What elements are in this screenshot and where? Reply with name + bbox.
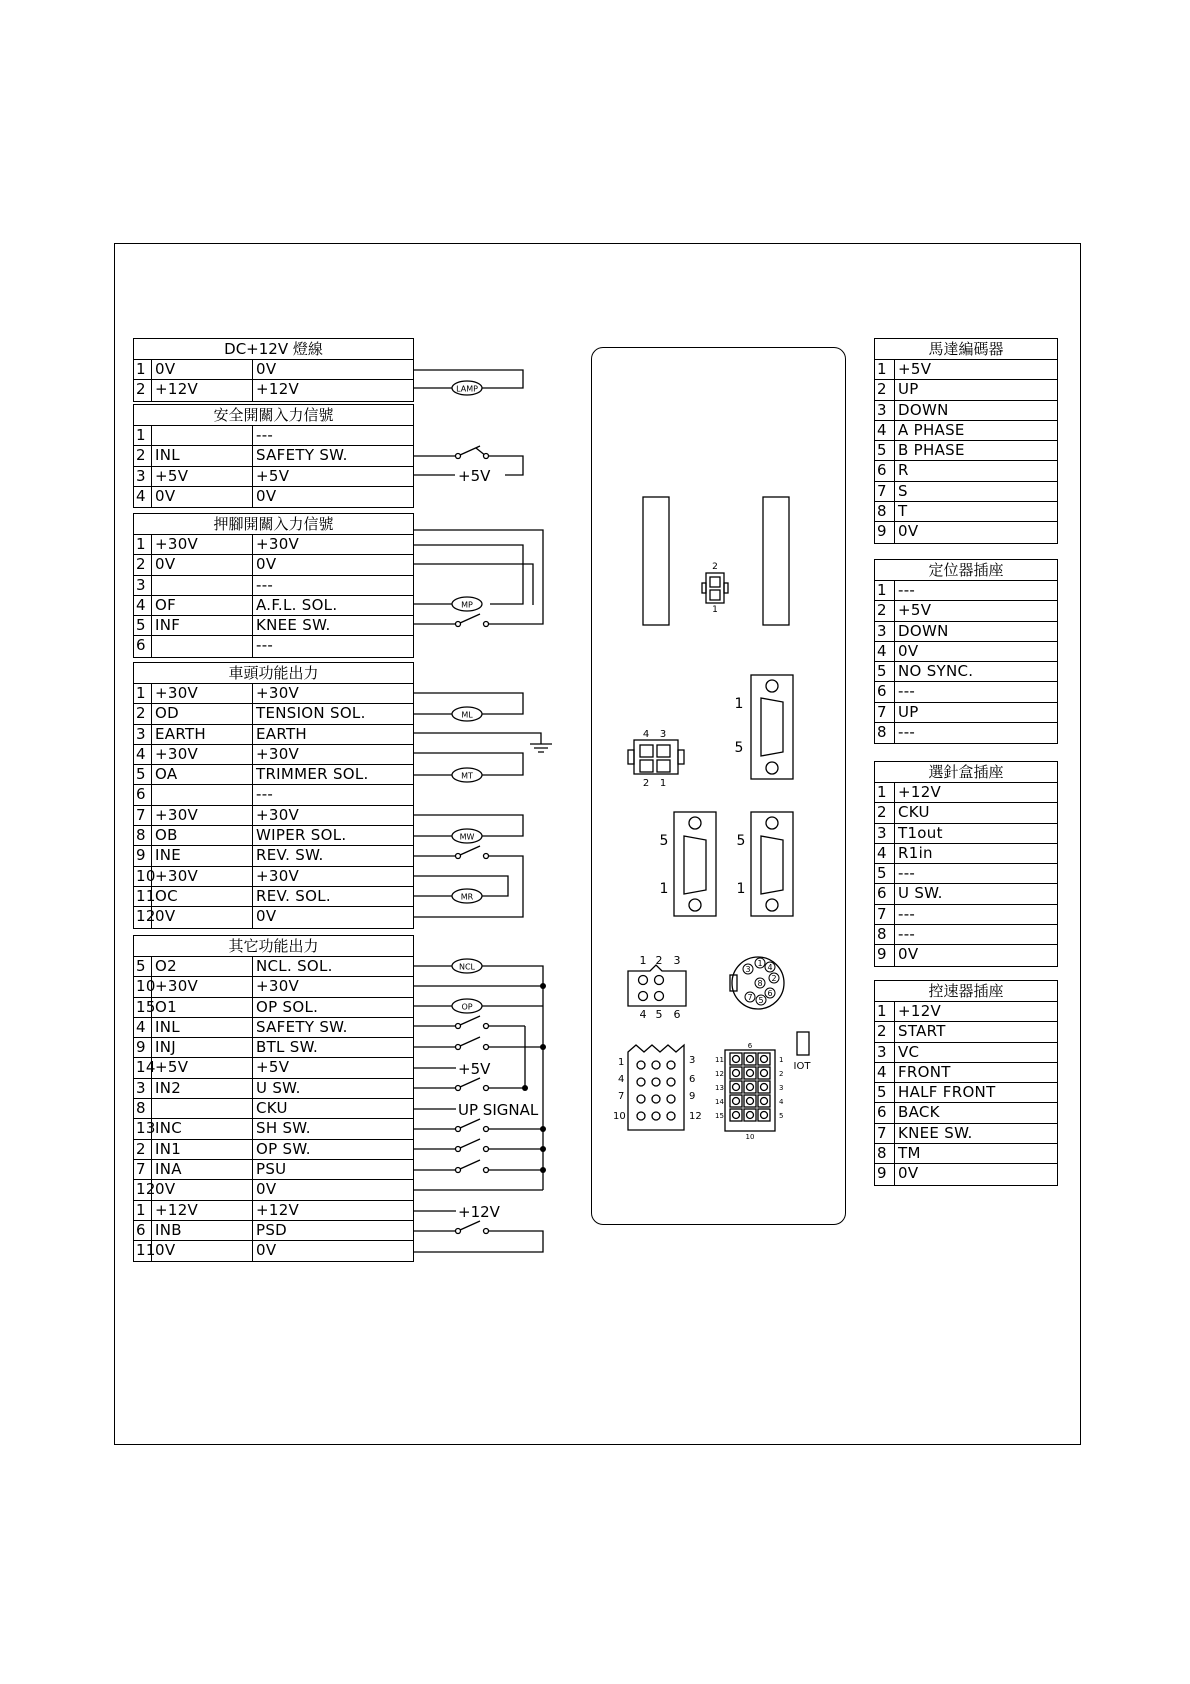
function-name: 0V [256, 1241, 277, 1260]
pin-number: 8 [875, 502, 895, 521]
function-name: PSD [256, 1220, 288, 1239]
signal-name: CKU [898, 803, 930, 822]
signal-name: EARTH [152, 725, 253, 744]
pin-number: 4 [875, 1063, 895, 1082]
pin-number: 10 [136, 866, 156, 885]
signal-name: +30V [152, 684, 253, 703]
svg-text:MR: MR [460, 892, 474, 902]
signal-name: DOWN [898, 400, 949, 419]
pin-number: 1 [134, 684, 152, 703]
svg-text:5: 5 [779, 1112, 784, 1120]
slot-right [763, 497, 789, 625]
svg-text:4: 4 [639, 1008, 647, 1021]
din8-connector [730, 957, 784, 1009]
function-name: +30V [256, 535, 300, 553]
pin-number: 9 [875, 1164, 895, 1184]
function-name: CKU [256, 1099, 288, 1118]
pin-number: 1 [134, 426, 152, 445]
svg-text:2: 2 [642, 778, 650, 789]
pin-number: 5 [134, 765, 152, 784]
pin-number: 5 [134, 616, 152, 635]
pin-number: 2 [875, 1022, 895, 1041]
pin-number: 4 [134, 487, 152, 507]
pin-number: 2 [134, 704, 152, 723]
pin-number: 7 [134, 1160, 152, 1179]
svg-text:1: 1 [618, 1057, 625, 1068]
signal-name: +5V [152, 467, 253, 486]
signal-name: 0V [152, 487, 253, 507]
function-name: 0V [256, 1180, 277, 1199]
pin-number: 3 [875, 622, 895, 641]
iot-indicator [797, 1032, 809, 1055]
svg-text:4: 4 [767, 963, 773, 972]
pin-number: 15 [136, 997, 156, 1016]
pin-number: 3 [134, 1079, 152, 1098]
svg-text:1: 1 [659, 881, 669, 897]
signal-name: 0V [898, 522, 919, 541]
svg-text:2: 2 [771, 974, 777, 983]
pin-number: 3 [134, 576, 152, 595]
pin-number: 6 [875, 1103, 895, 1122]
signal-name: UP [898, 702, 919, 721]
pin-number: 6 [134, 785, 152, 804]
function-name: +12V [256, 380, 300, 399]
function-name: +5V [256, 466, 290, 485]
signal-name: OD [152, 704, 253, 723]
signal-name: FRONT [898, 1062, 951, 1081]
signal-name: HALF FRONT [898, 1083, 996, 1102]
signal-name: --- [898, 723, 916, 742]
mw-symbol [452, 829, 482, 843]
signal-name: --- [898, 925, 916, 944]
lamp-label: LAMP [456, 384, 478, 394]
plus5v-label-2: +5V [458, 1060, 491, 1078]
pin-number: 1 [875, 1002, 895, 1021]
pin-number: 2 [875, 803, 895, 822]
signal-name: INA [152, 1160, 253, 1179]
svg-text:9: 9 [689, 1091, 696, 1102]
signal-name: INB [152, 1221, 253, 1240]
signal-name: 0V [898, 641, 919, 660]
db9-connector-right [737, 812, 793, 916]
signal-name: U SW. [898, 884, 943, 903]
svg-text:7: 7 [618, 1091, 625, 1102]
svg-text:10: 10 [745, 1133, 755, 1141]
table-title: 馬達編碼器 [875, 339, 1057, 360]
pin-number: 8 [134, 826, 152, 845]
signal-name: +30V [152, 806, 253, 825]
pin-number: 6 [875, 682, 895, 701]
pin-number: 12 [136, 1180, 156, 1199]
table-title: 安全開關入力信號 [134, 405, 413, 426]
op-symbol [452, 999, 482, 1013]
function-name: 0V [256, 555, 277, 574]
function-name: TRIMMER SOL. [256, 765, 369, 784]
svg-text:3: 3 [673, 954, 681, 967]
function-name: +30V [256, 977, 300, 996]
function-name: A.F.L. SOL. [256, 595, 338, 614]
pin-number: 3 [875, 824, 895, 843]
signal-name: --- [898, 864, 916, 883]
svg-text:3: 3 [689, 1055, 696, 1066]
pin-number: 7 [875, 482, 895, 501]
pin-number: 11 [136, 886, 156, 905]
signal-name: T [898, 502, 908, 521]
pin-number: 2 [875, 380, 895, 399]
svg-text:6: 6 [767, 989, 773, 998]
connector-4pin [628, 729, 684, 789]
svg-text:15: 15 [715, 1112, 724, 1120]
function-name: SAFETY SW. [256, 1017, 348, 1036]
signal-name: INJ [152, 1038, 253, 1057]
signal-name: +12V [898, 1002, 942, 1020]
pin-number: 9 [875, 522, 895, 542]
pin-number: 9 [134, 846, 152, 865]
signal-name: +12V [898, 783, 942, 801]
signal-name: +30V [152, 977, 253, 996]
signal-name: +5V [898, 601, 932, 620]
svg-text:3: 3 [745, 965, 751, 974]
svg-text:2: 2 [779, 1070, 784, 1078]
pin-number: 9 [875, 945, 895, 965]
pin-number: 3 [134, 467, 152, 486]
svg-text:1: 1 [757, 959, 763, 968]
signal-name: --- [898, 682, 916, 701]
svg-text:14: 14 [715, 1098, 724, 1106]
pin-number: 5 [875, 864, 895, 883]
pin-number: 5 [875, 1083, 895, 1102]
signal-name: +12V [152, 1201, 253, 1220]
signal-name: +5V [152, 1058, 253, 1077]
signal-name: BACK [898, 1103, 940, 1122]
function-name: REV. SW. [256, 846, 324, 865]
pin-number: 7 [875, 703, 895, 722]
function-name: KNEE SW. [256, 616, 331, 635]
pin-number: 4 [134, 1018, 152, 1037]
lamp-symbol [452, 381, 482, 395]
table-title: 定位器插座 [875, 560, 1057, 581]
svg-text:MT: MT [461, 771, 473, 781]
pin-number: 4 [875, 642, 895, 661]
svg-text:4: 4 [779, 1098, 784, 1106]
signal-name: T1out [898, 823, 943, 842]
svg-text:1: 1 [639, 954, 647, 967]
function-name: --- [256, 575, 274, 594]
pin-number: 3 [875, 401, 895, 420]
pin-number: 2 [134, 1140, 152, 1159]
signal-name: START [898, 1022, 946, 1041]
signal-name: +30V [152, 535, 253, 554]
signal-name: OB [152, 826, 253, 845]
signal-name: B PHASE [898, 441, 965, 460]
signal-name: INF [152, 616, 253, 635]
svg-text:11: 11 [715, 1056, 724, 1064]
pin-number: 3 [134, 725, 152, 744]
table-title: 選針盒插座 [875, 762, 1057, 783]
svg-text:2: 2 [712, 562, 718, 572]
function-name: +12V [256, 1200, 300, 1219]
pin-number: 1 [134, 1201, 152, 1220]
svg-text:5: 5 [758, 996, 764, 1005]
signal-name: --- [898, 581, 916, 599]
signal-name: A PHASE [898, 420, 965, 439]
function-name: +30V [256, 684, 300, 702]
db9-connector-left [660, 812, 716, 916]
pin-number: 2 [134, 555, 152, 574]
pin-number: 4 [875, 844, 895, 863]
iot-label: IOT [793, 1061, 811, 1072]
plus12v-label: +12V [458, 1203, 500, 1221]
signal-name: KNEE SW. [898, 1123, 973, 1142]
ml-symbol [452, 707, 482, 721]
function-name: SH SW. [256, 1119, 311, 1138]
pin-number: 9 [134, 1038, 152, 1057]
function-name: OP SOL. [256, 997, 319, 1016]
svg-text:MW: MW [459, 832, 475, 842]
signal-name: OA [152, 765, 253, 784]
pin-number: 4 [875, 421, 895, 440]
svg-text:4: 4 [618, 1074, 625, 1085]
pin-number: 6 [134, 1221, 152, 1240]
svg-text:6: 6 [747, 1042, 753, 1050]
pin-number: 4 [134, 745, 152, 764]
signal-name: S [898, 481, 908, 500]
svg-text:ML: ML [461, 710, 473, 720]
svg-text:10: 10 [613, 1111, 626, 1122]
mt-symbol [452, 768, 482, 782]
signal-name: INL [152, 1018, 253, 1037]
function-name: +30V [256, 744, 300, 763]
signal-name: 0V [898, 945, 919, 964]
svg-text:7: 7 [747, 993, 753, 1002]
pin-number: 5 [134, 957, 152, 976]
pin-number: 2 [875, 601, 895, 620]
mr-symbol [452, 889, 482, 903]
signal-name: NO SYNC. [898, 662, 974, 681]
pin-number: 7 [134, 806, 152, 825]
db9-connector-top [735, 675, 793, 779]
plus5v-label: +5V [458, 467, 491, 485]
pin-number: 1 [875, 783, 895, 802]
signal-name: UP [898, 380, 919, 399]
pin-number: 5 [875, 662, 895, 681]
pin-number: 6 [875, 884, 895, 903]
table-title: DC+12V 燈線 [134, 339, 413, 360]
svg-text:1: 1 [712, 605, 718, 615]
svg-text:1: 1 [659, 778, 667, 789]
pin-number: 1 [875, 360, 895, 379]
signal-name: 0V [152, 360, 253, 379]
signal-name: O2 [152, 957, 253, 976]
pin-number: 6 [134, 636, 152, 656]
pin-number: 7 [875, 1124, 895, 1143]
function-name: +30V [256, 805, 300, 824]
function-name: WIPER SOL. [256, 826, 347, 845]
function-name: REV. SOL. [256, 886, 331, 905]
svg-text:OP: OP [461, 1002, 473, 1012]
table-title: 其它功能出力 [134, 936, 413, 957]
pin-number: 7 [875, 905, 895, 924]
mp-symbol [452, 597, 482, 611]
signal-name: INL [152, 446, 253, 465]
signal-name: O1 [152, 998, 253, 1017]
svg-text:5: 5 [734, 740, 744, 756]
ncl-symbol [452, 959, 482, 973]
slot-left [643, 497, 669, 625]
function-name: --- [256, 426, 274, 444]
pin-number: 13 [136, 1119, 156, 1138]
pin-number: 3 [875, 1043, 895, 1062]
pin-number: 6 [875, 461, 895, 480]
pin-number: 2 [134, 446, 152, 465]
svg-text:6: 6 [673, 1008, 681, 1021]
signal-name: INC [152, 1119, 253, 1138]
svg-text:6: 6 [689, 1074, 696, 1085]
pin-number: 8 [875, 1144, 895, 1163]
svg-text:3: 3 [659, 729, 667, 740]
signal-name: 0V [152, 1180, 253, 1199]
signal-name: R1in [898, 843, 933, 862]
pin-number: 1 [134, 360, 152, 379]
function-name: +30V [256, 866, 300, 885]
svg-text:8: 8 [757, 979, 763, 988]
pin-number: 8 [875, 723, 895, 743]
function-name: OP SW. [256, 1139, 311, 1158]
function-name: 0V [256, 486, 277, 505]
pin-number: 11 [134, 1241, 152, 1261]
signal-name: 0V [152, 907, 253, 927]
pin-number: 2 [134, 380, 152, 400]
pin-number: 1 [134, 535, 152, 554]
connector-2pin [702, 562, 728, 615]
svg-text:MP: MP [461, 600, 473, 610]
signal-name: 0V [152, 1241, 253, 1261]
signal-name: VC [898, 1042, 920, 1061]
function-name: PSU [256, 1159, 287, 1178]
function-name: EARTH [256, 724, 308, 743]
signal-name: INE [152, 846, 253, 865]
svg-text:4: 4 [642, 729, 650, 740]
signal-name: +5V [898, 360, 932, 378]
svg-text:12: 12 [715, 1070, 724, 1078]
svg-text:1: 1 [734, 696, 744, 712]
pin-number: 8 [875, 925, 895, 944]
signal-name: 0V [152, 555, 253, 574]
table-title: 控速器插座 [875, 981, 1057, 1002]
svg-text:3: 3 [779, 1084, 784, 1092]
connector-6pin [628, 954, 686, 1021]
function-name: --- [256, 636, 274, 655]
signal-name: DOWN [898, 621, 949, 640]
svg-text:1: 1 [736, 881, 746, 897]
svg-text:2: 2 [655, 954, 663, 967]
svg-text:1: 1 [779, 1056, 784, 1064]
pin-number: 12 [134, 907, 152, 927]
up-signal-label: UP SIGNAL [458, 1101, 539, 1119]
pin-number: 5 [875, 441, 895, 460]
signal-name: --- [898, 904, 916, 923]
pin-number: 10 [136, 977, 156, 996]
pin-number: 4 [134, 596, 152, 615]
function-name: BTL SW. [256, 1038, 319, 1057]
signal-name: TM [898, 1144, 921, 1163]
signal-name: R [898, 461, 909, 480]
signal-name: OF [152, 596, 253, 615]
pin-number: 14 [136, 1058, 156, 1077]
svg-text:5: 5 [736, 833, 746, 849]
function-name: --- [256, 785, 274, 804]
signal-name: IN2 [152, 1079, 253, 1098]
connector-16pin [715, 1042, 784, 1141]
table-title: 車頭功能出力 [134, 663, 413, 684]
svg-text:12: 12 [689, 1111, 702, 1122]
function-name: TENSION SOL. [256, 704, 366, 723]
function-name: 0V [256, 360, 277, 378]
signal-name: +30V [152, 745, 253, 764]
signal-name: +30V [152, 867, 253, 886]
svg-text:13: 13 [715, 1084, 724, 1092]
table-title: 押腳開關入力信號 [134, 514, 413, 535]
svg-text:5: 5 [655, 1008, 663, 1021]
function-name: +5V [256, 1058, 290, 1077]
pin-number: 1 [875, 581, 895, 600]
svg-text:NCL: NCL [458, 962, 476, 972]
signal-name: +12V [152, 380, 253, 400]
signal-name: IN1 [152, 1140, 253, 1159]
svg-text:5: 5 [659, 833, 669, 849]
signal-name: 0V [898, 1164, 919, 1183]
pin-number: 8 [134, 1099, 152, 1118]
function-name: U SW. [256, 1078, 301, 1097]
signal-name: OC [152, 887, 253, 906]
function-name: 0V [256, 907, 277, 926]
connector-12pin [613, 1045, 702, 1130]
function-name: NCL. SOL. [256, 957, 333, 975]
function-name: SAFETY SW. [256, 446, 348, 465]
